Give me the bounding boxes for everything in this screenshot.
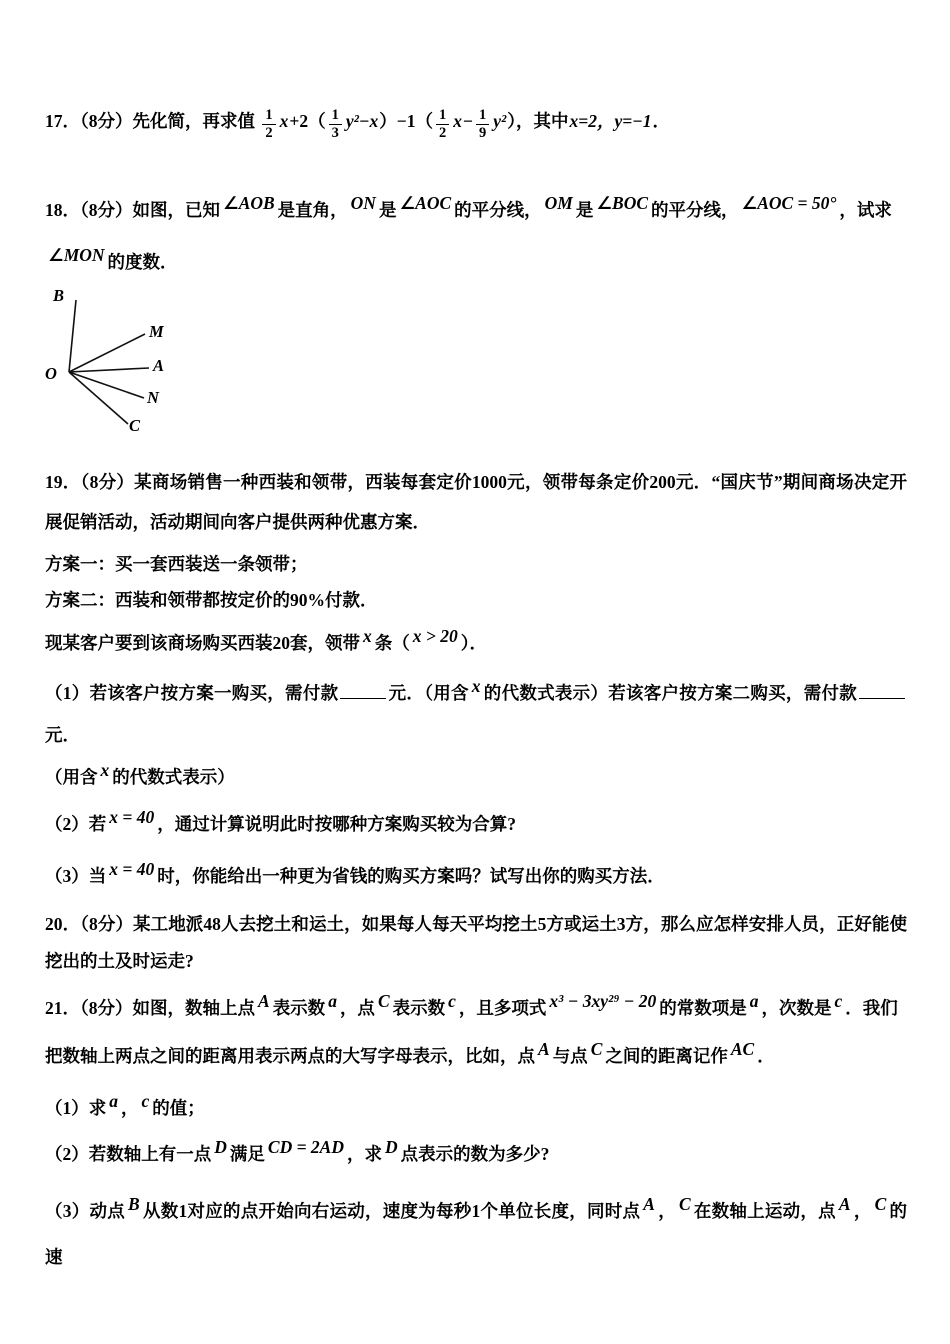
p21-text: ，次数是 [761, 998, 832, 1018]
problem-21-intro-line1 [45, 984, 907, 1032]
p18-math-angle-aoc: ∠AOC [399, 193, 452, 213]
frac-numerator: 1 [329, 108, 342, 125]
fig-label-O: O [45, 364, 57, 383]
p21-text: 之间的距离记作 [605, 1046, 728, 1066]
p19-math-x: x [471, 676, 481, 696]
fig-label-B: B [53, 286, 65, 305]
p21-question-2 [45, 1132, 907, 1176]
p18-text: 的平分线， [454, 200, 542, 220]
p17-lead: 17．（8分）先化简，再求值 [45, 111, 255, 131]
p21-text: ． [757, 1046, 775, 1066]
fig-label-M: M [149, 322, 164, 341]
p17-math: x [279, 111, 289, 131]
p18-math-angle-aob: ∠AOB [223, 193, 275, 213]
exam-content [45, 98, 907, 1280]
fig-label-N: N [147, 388, 159, 407]
p19-intro-text: 19．（8分）某商场销售一种西装和领带，西装每套定价1000元，领带每条定价200元．“国庆节”期间商场决定开展促销活动，活动期间向客户提供两种优惠方案． [45, 472, 907, 532]
p21-q3-text: （3）动点 [45, 1201, 126, 1221]
p19-q1-text: （1）若该客户按方案一购买，需付款 [45, 683, 339, 703]
p21-math-cd-2ad: CD = 2AD [267, 1137, 344, 1157]
fraction-one-third [329, 108, 342, 141]
fraction-one-half [262, 108, 275, 141]
p19-q1-text: 的代数式表示）若该客户按方案二购买，需付款 [483, 683, 858, 703]
p21-question-1 [45, 1086, 907, 1130]
p17-math: y²−x [345, 111, 379, 131]
p19-math-x-40: x = 40 [109, 859, 155, 879]
p19-q1-text: 元． [45, 725, 80, 745]
fraction-one-half [436, 108, 449, 141]
p21-math-D: D [214, 1137, 227, 1157]
p21-q1-text: 的值； [152, 1098, 205, 1118]
p21-math-D: D [384, 1137, 398, 1157]
p21-math-C: C [377, 991, 390, 1011]
frac-denominator: 2 [265, 125, 273, 141]
p21-math-A: A [538, 1039, 550, 1059]
p19-q1-text: 元．（用含 [388, 683, 469, 703]
p19-text: ）． [460, 633, 487, 653]
p19-plan1-text: 方案一：买一套西装送一条领带； [45, 554, 308, 574]
p21-math-a: a [109, 1091, 118, 1111]
frac-numerator: 1 [262, 108, 275, 125]
p18-text: ，试求 [839, 200, 892, 220]
p21-q3-text: ， [853, 1201, 872, 1221]
p19-q2-text: （2）若 [45, 814, 107, 834]
p21-math-C: C [678, 1194, 691, 1214]
p21-math-A: A [258, 991, 270, 1011]
p21-text: ，且多项式 [458, 998, 547, 1018]
p18-math-on: ON [350, 193, 376, 213]
problem-17 [45, 98, 907, 144]
p21-q2-text: 满足 [229, 1144, 265, 1164]
fig-label-C: C [129, 416, 141, 435]
problem-18 [45, 184, 907, 288]
ray-OA [69, 368, 149, 372]
p17-text: ），其中 [507, 111, 569, 131]
p21-text: 表示数 [392, 998, 446, 1018]
p21-math-A: A [643, 1194, 655, 1214]
p17-math: x [453, 111, 462, 131]
ray-OM [69, 334, 145, 372]
p21-q2-text: 点表示的数为多少? [400, 1144, 550, 1164]
p21-math-c: c [834, 991, 843, 1011]
p18-math-om: OM [544, 193, 573, 213]
p17-text: ． [652, 111, 671, 131]
p17-math: y² [493, 111, 507, 131]
p19-math-x-gt-20: x > 20 [412, 626, 458, 646]
p18-math-angle-boc: ∠BOC [596, 193, 648, 213]
p18-text: 是直角， [277, 200, 348, 220]
p19-question-3 [45, 854, 907, 898]
p19-math-x-40: x = 40 [109, 807, 155, 827]
p19-q3-text: （3）当 [45, 866, 107, 886]
p19-math-x: x [100, 760, 110, 780]
p19-plan2-text: 方案二：西装和领带都按定价的90%付款． [45, 590, 378, 610]
problem-20 [45, 906, 907, 980]
p19-q3-text: 时，你能给出一种更为省钱的购买方案吗？试写出你的购买方法． [157, 866, 665, 886]
p18-math-angle-mon: ∠MON [48, 245, 105, 265]
ray-OC [69, 372, 128, 424]
frac-denominator: 3 [331, 125, 339, 141]
p21-math-B: B [128, 1194, 140, 1214]
p21-q3-text: ， [657, 1201, 676, 1221]
p19-question-1 [45, 672, 907, 798]
p21-math-c: c [448, 991, 456, 1011]
p21-math-C: C [874, 1194, 887, 1214]
p19-q1-text: （用含 [45, 767, 98, 787]
p19-question-2 [45, 802, 907, 846]
p21-text: 与点 [552, 1046, 588, 1066]
p17-text: ）−1（ [379, 111, 433, 131]
p19-q1-text: 的代数式表示） [112, 767, 235, 787]
p21-question-3 [45, 1188, 907, 1280]
p21-q3-text: 在数轴上运动，点 [693, 1201, 836, 1221]
p18-math-angle-aoc-50: ∠AOC = 50° [741, 193, 837, 213]
p21-text: 表示数 [272, 998, 326, 1018]
p21-q3-text: 的速 [45, 1201, 908, 1267]
frac-numerator: 1 [476, 108, 489, 125]
p18-text: 的平分线， [651, 200, 739, 220]
p21-math-a: a [328, 991, 337, 1011]
p21-math-C: C [590, 1039, 603, 1059]
p19-text: 现某客户要到该商场购买西装20套，领带 [45, 633, 360, 653]
ray-OB [69, 300, 76, 372]
p21-q1-text: （1）求 [45, 1098, 107, 1118]
p19-plan-2 [45, 582, 907, 618]
p21-math-AC: AC [730, 1039, 755, 1059]
p18-lead: 18．（8分）如图，已知 [45, 200, 220, 220]
fig-label-A: A [153, 356, 165, 375]
p21-q2-text: ，求 [346, 1144, 382, 1164]
fraction-one-ninth [476, 108, 489, 141]
angle-rays-drawing [45, 288, 245, 448]
p17-text: +2（ [289, 111, 326, 131]
p18-text: 的度数． [107, 252, 178, 272]
p21-text: ．我们 [845, 998, 898, 1018]
p21-q3-text: 从数1对应的点开始向右运动，速度为每秒1个单位长度，同时点 [142, 1201, 641, 1221]
ray-ON [69, 372, 144, 398]
p21-q1-text: ， [121, 1098, 139, 1118]
p19-plan-1 [45, 546, 907, 582]
p21-math-polynomial: x³ − 3xy²⁹ − 20 [549, 991, 657, 1011]
p17-text: − [462, 111, 473, 131]
frac-denominator: 2 [438, 125, 447, 141]
p21-math-A: A [838, 1194, 851, 1214]
p21-text: 的常数项是 [659, 998, 747, 1018]
frac-denominator: 9 [478, 125, 487, 141]
p19-condition [45, 620, 907, 666]
answer-blank [859, 684, 905, 699]
p17-math: x=2，y=−1 [569, 111, 652, 131]
frac-numerator: 1 [436, 108, 449, 125]
problem-21-intro-line2 [45, 1032, 907, 1080]
p20-text: 20．（8分）某工地派48人去挖土和运土，如果每人每天平均挖土5方或运土3方，那么应怎样安排人员，正好能使挖出的土及时运走? [45, 914, 907, 971]
p21-text: ，点 [339, 998, 375, 1018]
p21-text: 21．（8分）如图，数轴上点 [45, 998, 255, 1018]
answer-blank [340, 684, 386, 699]
p21-text: 把数轴上两点之间的距离用表示两点的大写字母表示，比如，点 [45, 1046, 535, 1066]
p19-text: 条（ [374, 633, 410, 653]
p18-text: 是 [378, 200, 397, 220]
problem-18-figure [45, 288, 245, 448]
p21-math-c: c [141, 1091, 150, 1111]
p21-math-a: a [749, 991, 759, 1011]
problem-19-intro [45, 462, 907, 542]
p19-q2-text: ，通过计算说明此时按哪种方案购买较为合算? [157, 814, 516, 834]
p21-q2-text: （2）若数轴上有一点 [45, 1144, 212, 1164]
p19-math-x: x [363, 626, 372, 646]
p18-text: 是 [575, 200, 594, 220]
